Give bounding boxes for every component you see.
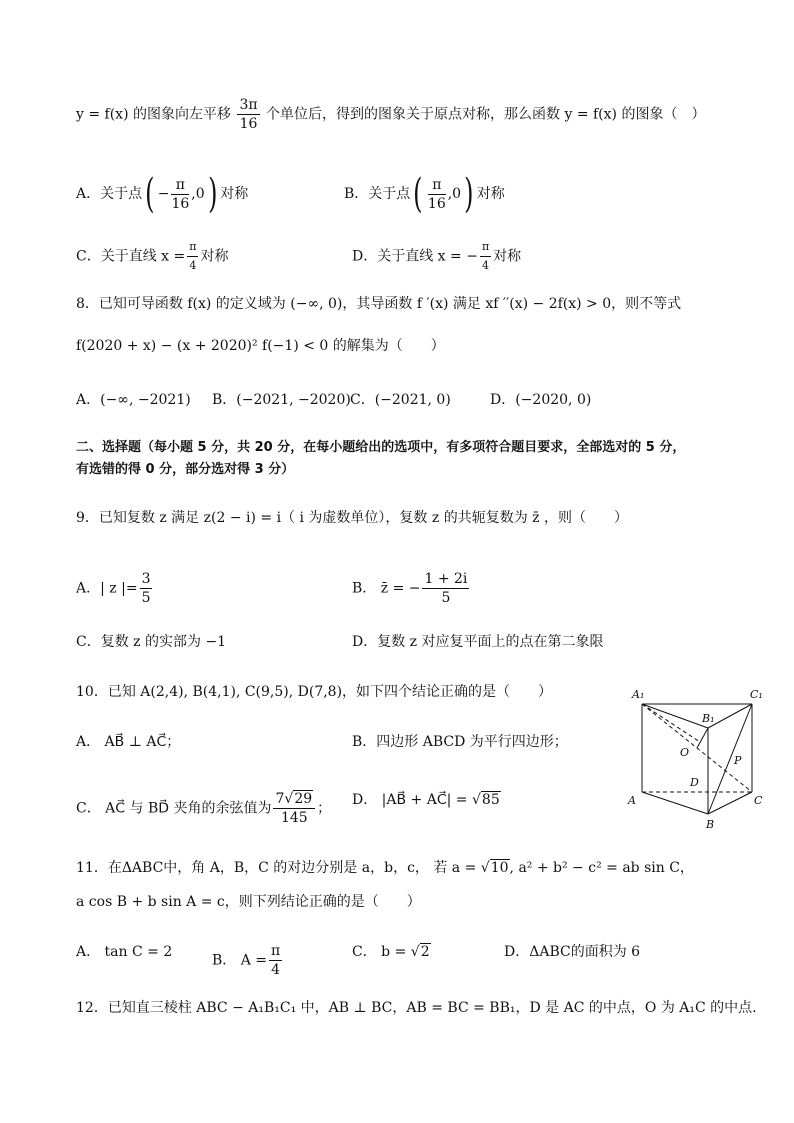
q9-stem: 9．已知复数 z 满足 z(2 − i) = i（ i 为虚数单位），复数 z 的共轭复数为 z̄ ，则（ ） (76, 510, 628, 526)
q11-option-c[interactable]: C． b = √2 (352, 944, 430, 960)
section2-heading-line2: 有选错的得 0 分，部分选对得 3 分） (76, 462, 295, 477)
label-d: D (690, 776, 699, 789)
q11-stem1-pre: 11．在ΔABC中，角 A，B，C 的对边分别是 a，b，c， 若 a = (76, 860, 477, 876)
diagonal-bc1 (708, 704, 752, 814)
q9-option-a-pre: A．| z |= (76, 580, 138, 597)
label-c1: C₁ (750, 688, 763, 701)
q7-option-d-den: 4 (482, 259, 490, 272)
q8-option-c[interactable]: C．(−2021, 0) (350, 392, 451, 408)
q9-option-b-num: 1 + 2i (424, 571, 468, 587)
q7-stem-b: 个单位后，得到的图象关于原点对称，那么函数 y = f(x) 的图象（ ） (266, 106, 706, 123)
q7-option-b-post: 对称 (476, 186, 505, 202)
q7-option-c-post: 对称 (200, 248, 229, 265)
label-a1: A₁ (632, 688, 645, 701)
q7-option-c-num: π (187, 238, 198, 257)
q11-stem1-radicand: 10 (490, 860, 509, 876)
q7-option-c-pre: C．关于直线 x = (76, 248, 186, 265)
q7-stem (76, 96, 705, 133)
q7-option-a-pre: A．关于点 (76, 186, 143, 202)
q7-shift-den: 16 (239, 116, 258, 132)
q11-stem1-post: , a² + b² − c² = ab sin C， (509, 860, 694, 876)
q10-option-c-num: 7√29 (273, 790, 315, 809)
q10-option-c-post: ； (317, 800, 332, 817)
q7-shift-fraction (237, 96, 259, 133)
q11-option-a[interactable]: A． tan C = 2 (76, 944, 173, 960)
q10-option-c-num-radicand: 29 (294, 791, 313, 807)
q7-option-c-den: 4 (189, 259, 197, 272)
q7-option-a-num: π (171, 176, 189, 195)
q10-option-c[interactable] (76, 790, 331, 827)
q9-option-a-den: 5 (141, 590, 151, 606)
q8-option-a[interactable]: A．(−∞, −2021) (76, 392, 191, 408)
q7-option-c-fraction (187, 238, 198, 275)
q9-option-b[interactable] (352, 570, 471, 607)
edge-ab (642, 792, 708, 814)
q10-stem: 10．已知 A(2,4), B(4,1), C(9,5), D(7,8)，如下四个结论正确的是（ ） (76, 684, 553, 700)
q11-option-d[interactable]: D．ΔABC的面积为 6 (504, 944, 641, 960)
q7-option-d[interactable] (352, 238, 521, 275)
label-b: B (706, 818, 715, 831)
q7-option-a-post: 对称 (220, 186, 249, 202)
q8-stem-line2: f(2020 + x) − (x + 2020)² f(−1) < 0 的解集为（ ） (76, 338, 445, 354)
q7-option-a-tail: ,0 (191, 186, 205, 202)
q7-option-b-tail: ,0 (447, 186, 462, 202)
q9-option-b-pre: B． z̄ = − (352, 580, 421, 597)
edge-bc (708, 792, 752, 814)
q11-option-b-num: π (271, 943, 281, 959)
prism-figure (620, 682, 770, 832)
q7-option-d-fraction (480, 238, 491, 275)
q11-option-c-pre: C． b = (352, 944, 407, 960)
q9-option-b-fraction (422, 570, 469, 607)
q7-option-b-pre: B．关于点 (344, 186, 411, 202)
edge-b1c1 (708, 704, 752, 728)
q9-option-b-den: 5 (441, 590, 451, 606)
q11-option-b-pre: B． A = (212, 952, 268, 969)
q7-option-a[interactable]: A．关于点( − $\frac{\pi}{16}$ ,0) 对称 (76, 171, 249, 217)
q7-shift-num: 3π (239, 97, 258, 113)
q10-option-d-radicand: 85 (481, 792, 500, 808)
q10-option-c-pre: C． AC⃗ 与 BD⃗ 夹角的余弦值为 (76, 800, 272, 817)
q8-stem-line1: 8．已知可导函数 f(x) 的定义域为 (−∞, 0)，其导函数 f ′(x) 满足 xf ′′(x) − 2f(x) > 0，则不等式 (76, 296, 682, 312)
q11-stem-line2: a cos B + b sin A = c，则下列结论正确的是（ ） (76, 894, 421, 910)
q7-option-b[interactable]: B．关于点( $\frac{\pi}{16}$ ,0) 对称 (344, 171, 505, 217)
q10-option-a[interactable]: A． AB⃗ ⊥ AC⃗； (76, 734, 181, 750)
q10-option-b[interactable]: B．四边形 ABCD 为平行四边形； (352, 734, 568, 750)
q8-option-b[interactable]: B．(−2021, −2020) (212, 392, 351, 408)
q7-option-c[interactable] (76, 238, 228, 275)
q7-option-d-num: π (480, 238, 491, 257)
q11-option-b[interactable] (212, 942, 284, 979)
q7-option-a-den: 16 (171, 195, 190, 212)
q10-option-c-den: 145 (280, 810, 308, 826)
q7-option-b-den: 16 (427, 195, 446, 212)
q11-option-c-radicand: 2 (420, 944, 430, 960)
q7-option-d-pre: D．关于直线 x = − (352, 248, 478, 265)
label-c: C (754, 794, 763, 807)
q9-option-a-fraction (140, 570, 153, 607)
q10-option-d-pre: D． |AB⃗ + AC⃗| = (352, 792, 468, 808)
q10-option-c-num-coef: 7 (275, 791, 285, 807)
q11-option-b-den: 4 (271, 962, 281, 978)
label-a: A (628, 794, 636, 807)
q7-option-a-neg: − (157, 186, 170, 202)
segment-b1-o (697, 728, 708, 748)
q7-option-b-num: π (428, 176, 446, 195)
label-b1: B₁ (702, 712, 715, 725)
section2-heading-line1: 二、选择题（每小题 5 分，共 20 分，在每小题给出的选项中，有多项符合题目要求，全部选对的 5 分， (76, 440, 686, 455)
label-p: P (734, 754, 742, 767)
segment-a1-o (642, 704, 700, 742)
edge-a1b1 (642, 704, 708, 728)
q10-option-c-fraction (273, 790, 315, 827)
q9-option-c[interactable]: C．复数 z 的实部为 −1 (76, 634, 227, 650)
q11-option-b-fraction (269, 942, 282, 979)
q9-option-a[interactable] (76, 570, 154, 607)
q7-stem-a: y = f(x) 的图象向左平移 (76, 106, 231, 123)
q10-option-d[interactable]: D． |AB⃗ + AC⃗| = √85 (352, 792, 500, 808)
q8-option-d[interactable]: D．(−2020, 0) (490, 392, 592, 408)
q7-option-d-post: 对称 (493, 248, 522, 265)
q9-option-a-num: 3 (141, 571, 151, 587)
q7-option-b-fraction (428, 176, 446, 213)
label-o: O (680, 746, 690, 759)
q11-stem-line1: 11．在ΔABC中，角 A，B，C 的对边分别是 a，b，c， 若 a = √10, a² + b² − c² = ab sin C， (76, 860, 694, 876)
q9-option-d[interactable]: D．复数 z 对应复平面上的点在第二象限 (352, 634, 604, 650)
q7-option-a-fraction (171, 176, 189, 213)
q12-stem: 12．已知直三棱柱 ABC − A₁B₁C₁ 中，AB ⊥ BC，AB = BC = BB₁，D 是 AC 的中点，O 为 A₁C 的中点. (76, 1000, 757, 1016)
